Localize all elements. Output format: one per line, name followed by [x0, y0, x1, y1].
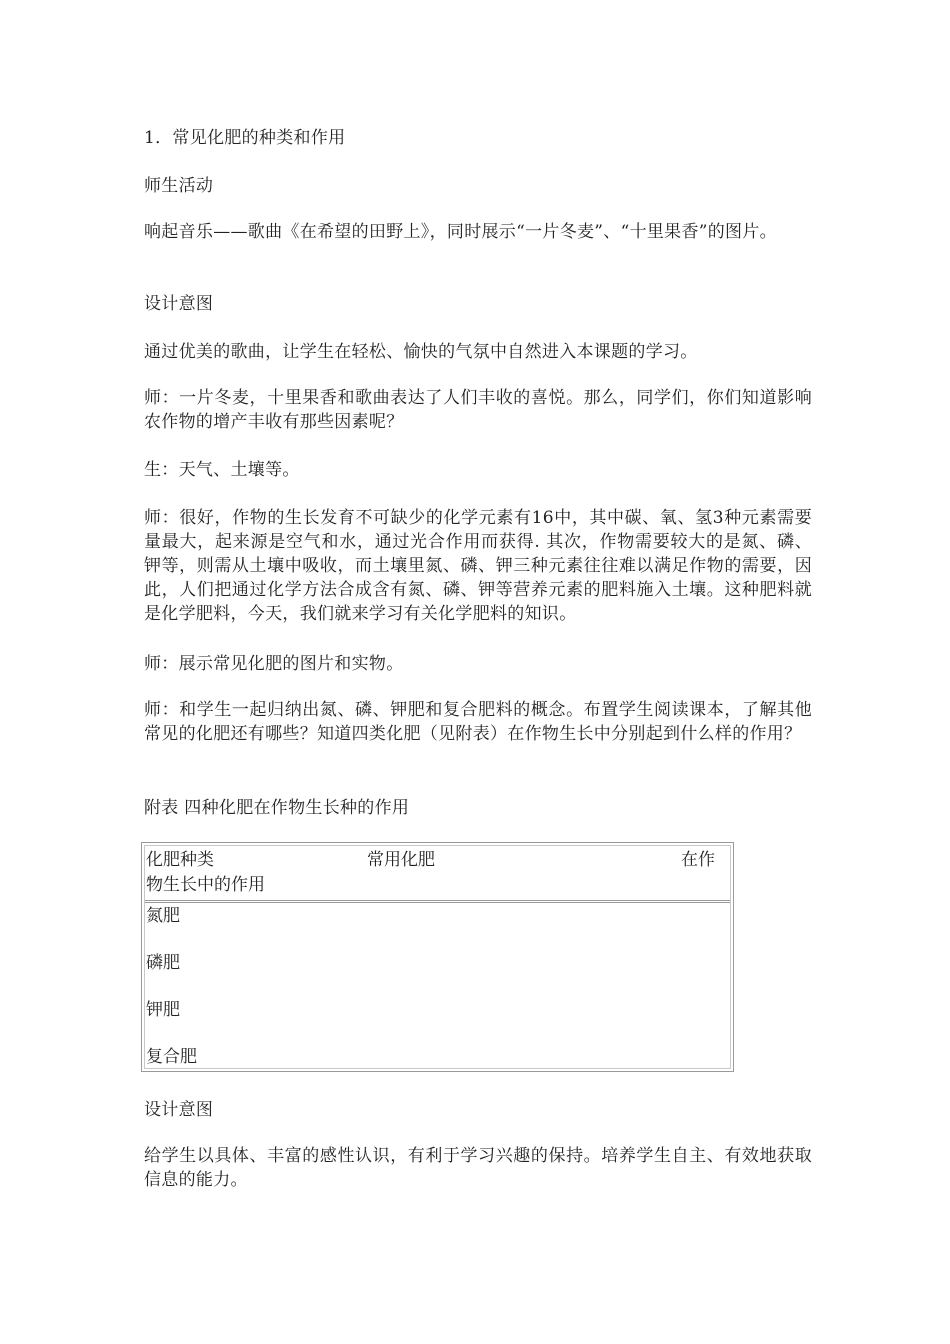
table-row-potassium: 钾肥	[146, 1000, 180, 1020]
teacher-paragraph: 师：和学生一起归纳出氮、磷、钾肥和复合肥料的概念。布置学生阅读课本，了解其他常见的化肥还有哪些？知道四类化肥（见附表）在作物生长中分别起到什么样的作用？	[144, 700, 812, 744]
teacher-paragraph: 师：很好，作物的生长发育不可缺少的化学元素有16中，其中碳、氧、氢3种元素需要量最大，起来源是空气和水，通过光合作用而获得. 其次，作物需要较大的是氮、磷、钾等，则需从土壤中吸收，而土壤里氮、磷、钾三种元素往往难以满足作物的需要，因此，人们把通过化学方法合成含有氮、磷、钾等营养元素的肥料施入土壤。这种肥料就是化学肥料，今天，我们就来学习有关化学肥料的知识。	[144, 508, 812, 624]
section-heading: 1．常见化肥的种类和作用	[144, 128, 346, 148]
table-row-phosphorus: 磷肥	[146, 953, 180, 973]
table-inner-border	[144, 845, 731, 1069]
teacher-paragraph: 师：展示常见化肥的图片和实物。	[144, 654, 404, 674]
header-role-part1: 在作	[681, 850, 715, 870]
design-intent-paragraph: 给学生以具体、丰富的感性认识，有利于学习兴趣的保持。培养学生自主、有效地获取信息的能力。	[144, 1146, 812, 1190]
teacher-paragraph: 师：一片冬麦，十里果香和歌曲表达了人们丰收的喜悦。那么，同学们，你们知道影响农作物的增产丰收有那些因素呢？	[144, 388, 812, 432]
header-common-fertilizer: 常用化肥	[367, 850, 435, 870]
activity-label: 师生活动	[144, 176, 214, 196]
design-intent-paragraph: 通过优美的歌曲，让学生在轻松、愉快的气氛中自然进入本课题的学习。	[144, 342, 698, 362]
header-fertilizer-type: 化肥种类	[146, 850, 214, 870]
table-header	[145, 846, 730, 903]
header-role-part2: 物生长中的作用	[146, 875, 265, 895]
table-row-compound: 复合肥	[146, 1047, 197, 1067]
design-intent-label: 设计意图	[144, 294, 214, 314]
student-paragraph: 生：天气、土壤等。	[144, 460, 300, 480]
activity-paragraph: 响起音乐——歌曲《在希望的田野上》，同时展示“一片冬麦”、“十里果香”的图片。	[144, 222, 777, 242]
design-intent-label: 设计意图	[144, 1100, 214, 1120]
table-row-nitrogen: 氮肥	[146, 906, 180, 926]
fertilizer-table	[141, 842, 734, 1072]
table-caption: 附表 四种化肥在作物生长种的作用	[144, 798, 410, 818]
